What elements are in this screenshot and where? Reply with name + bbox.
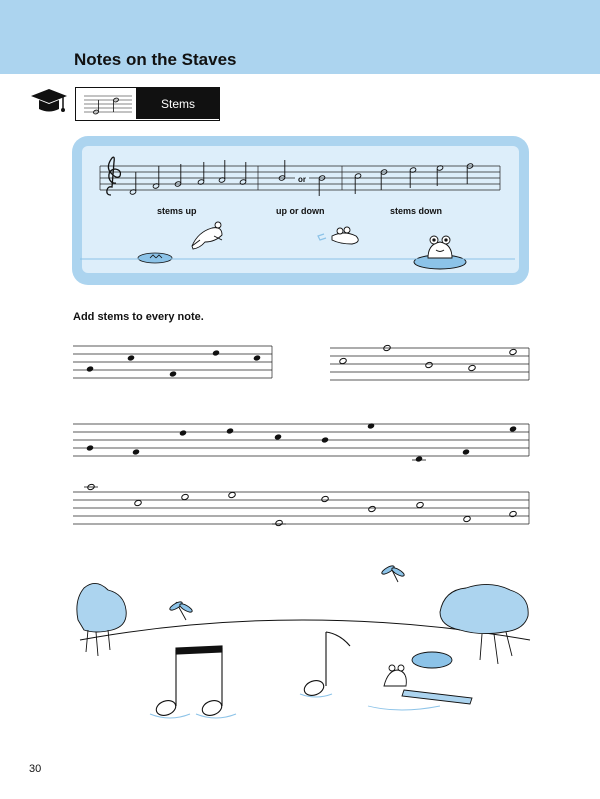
tree-right-icon	[440, 584, 528, 664]
frog-sitting-icon	[414, 236, 466, 269]
tree-left-icon	[77, 583, 126, 656]
frog-diving-icon	[318, 227, 358, 244]
or-label: or	[298, 175, 306, 184]
pond-illustration	[0, 560, 600, 730]
page-title: Notes on the Staves	[74, 50, 237, 69]
page-number: 30	[29, 763, 42, 775]
eighth-note-icon	[300, 632, 350, 698]
example-staff	[0, 0, 600, 300]
exercise-staff-4	[73, 492, 529, 524]
dragonfly-icon-2	[381, 564, 406, 582]
dragonfly-icon	[169, 600, 194, 620]
caption-stems-up: stems up	[157, 206, 197, 216]
exercise-staff-2	[330, 348, 529, 380]
caption-stems-down: stems down	[390, 206, 443, 216]
frog-jumping-icon	[192, 222, 222, 249]
frog-scene-left	[138, 253, 172, 263]
treble-clef-icon	[107, 157, 121, 195]
exercise-staves	[0, 330, 600, 540]
caption-up-or-down: up or down	[276, 206, 325, 216]
topic-label: Stems	[136, 88, 220, 119]
beamed-notes-icon	[150, 646, 236, 718]
lily-pad-icon	[412, 652, 452, 668]
exercise-staff-3	[73, 424, 529, 456]
frog-diving-board-icon	[368, 665, 472, 710]
exercise-instruction: Add stems to every note.	[73, 311, 204, 323]
